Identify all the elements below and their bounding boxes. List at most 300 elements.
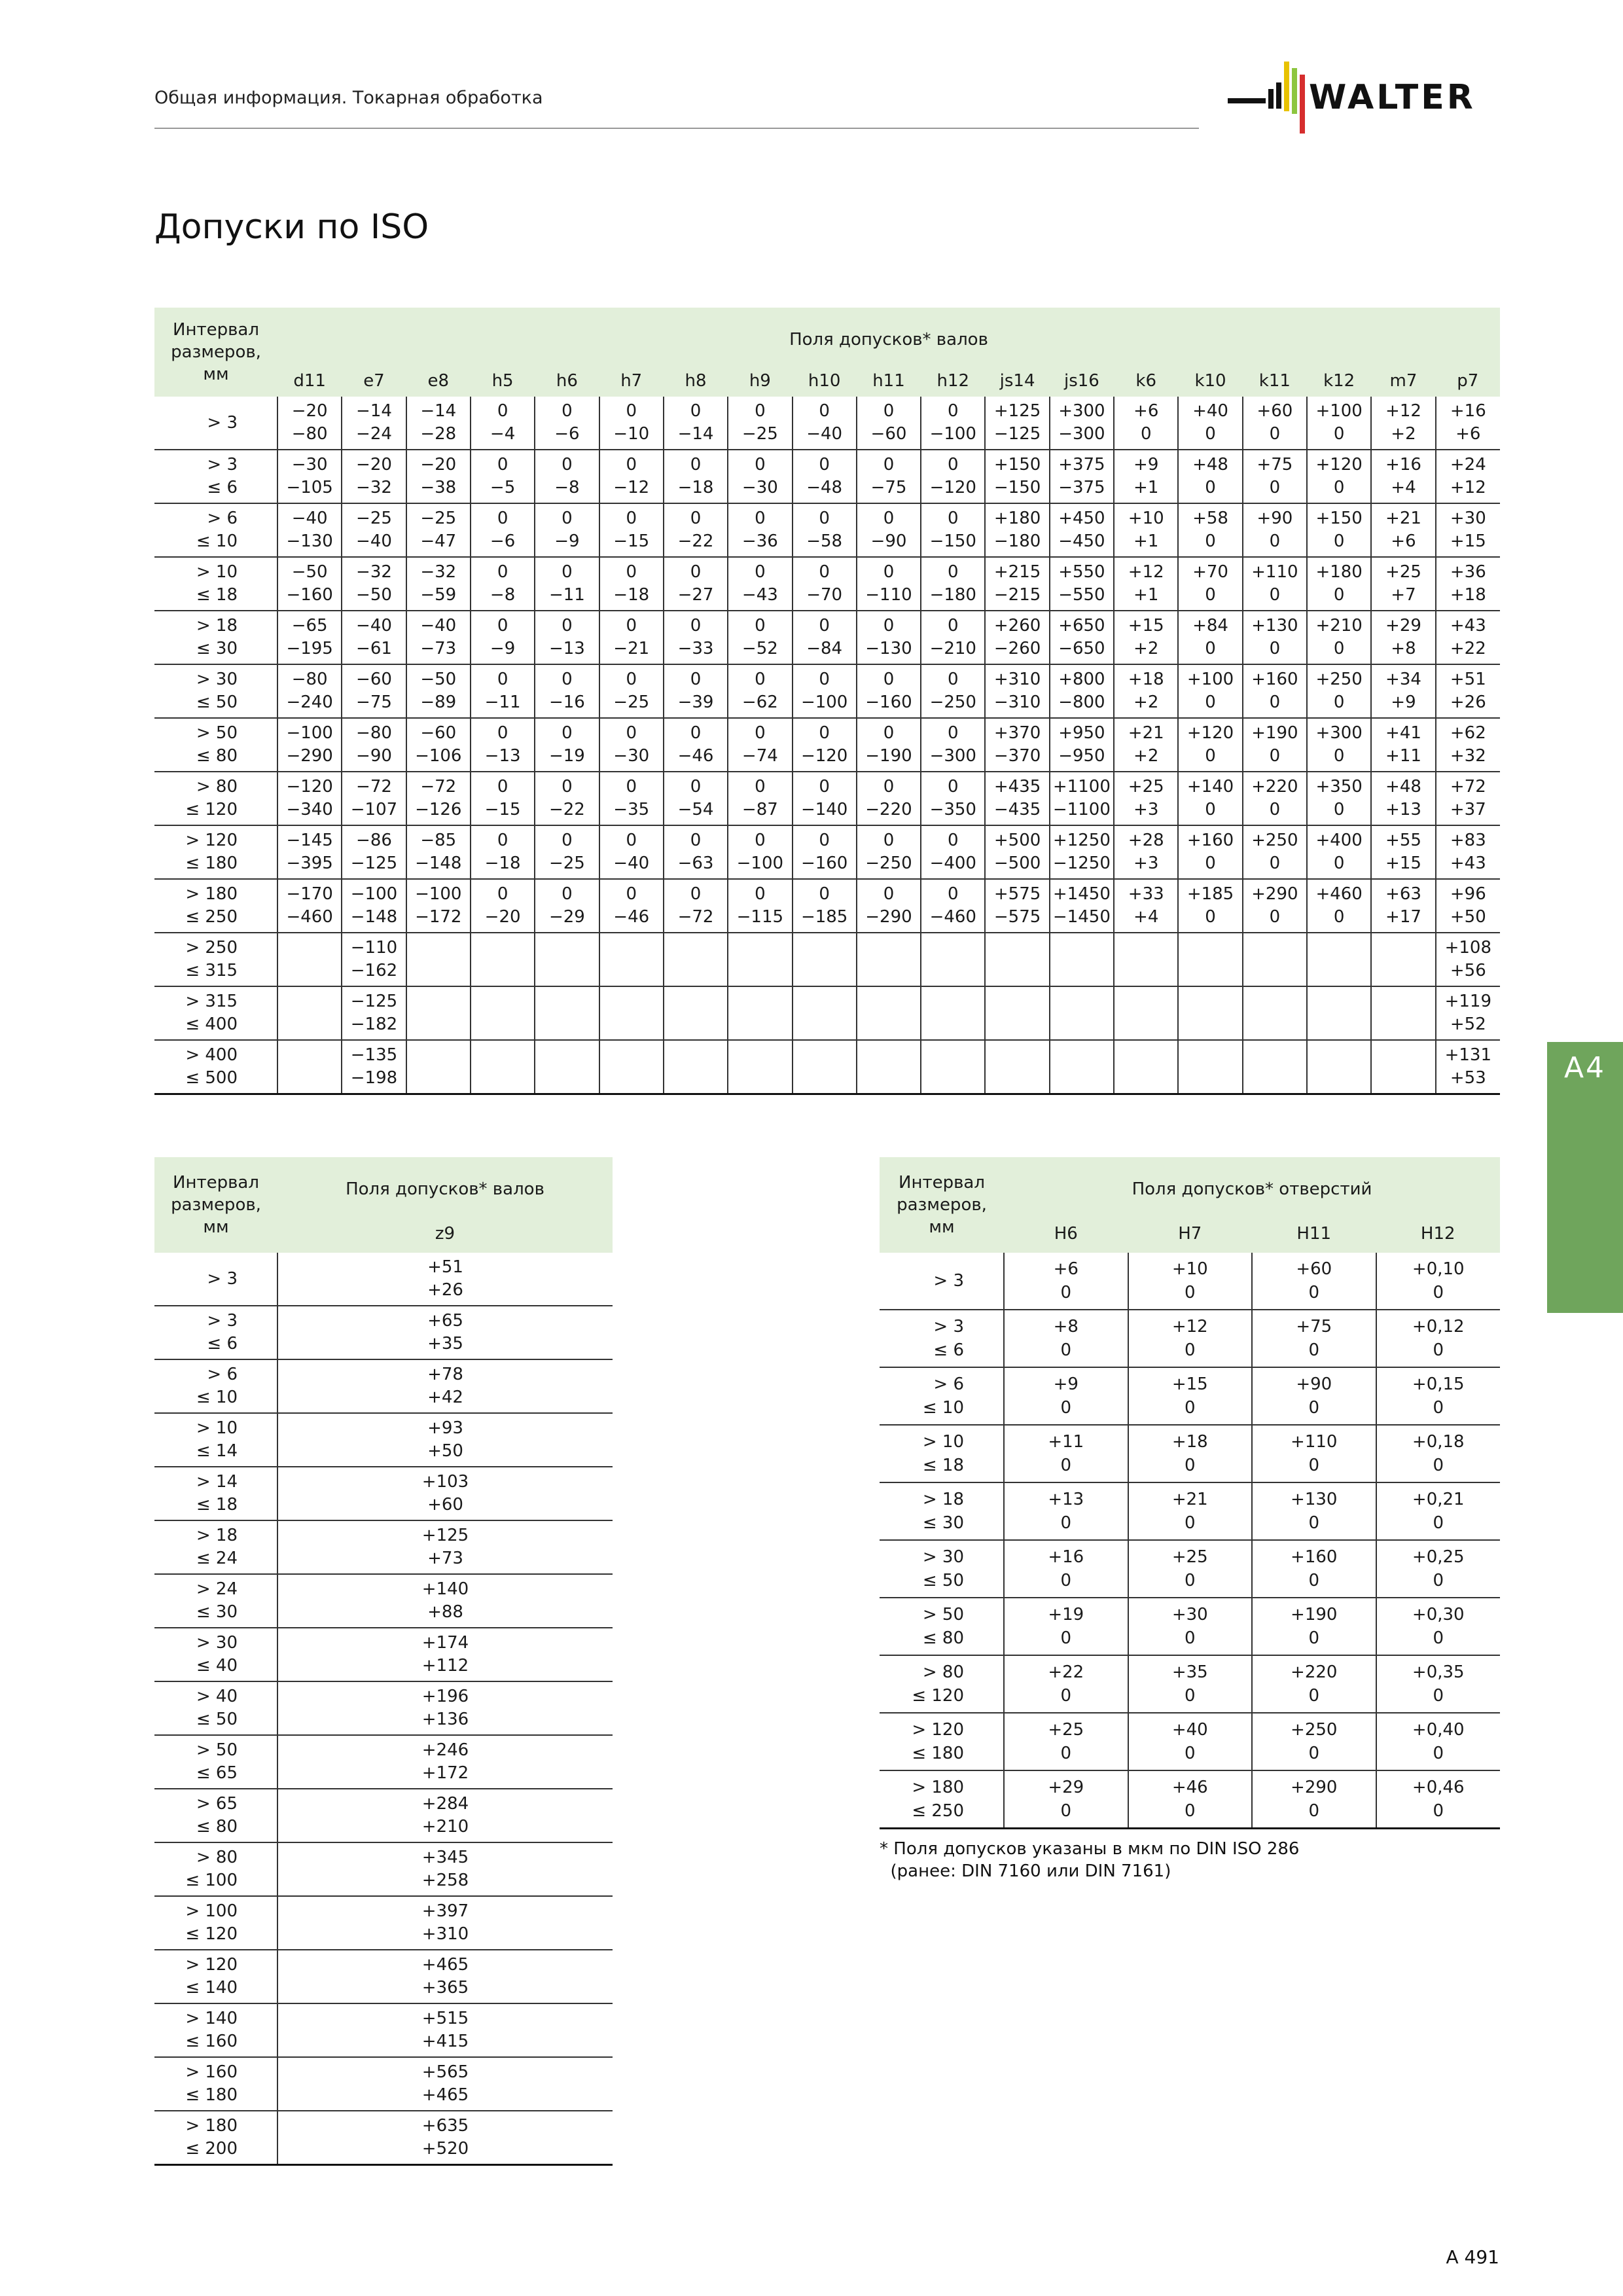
tolerance-cell [1128,1655,1253,1713]
interval-lower: > 50 [196,1740,238,1760]
lower-deviation: −80 [291,424,328,444]
lower-deviation: +60 [427,1495,463,1515]
size-interval [880,1482,1004,1540]
lower-deviation: −20 [484,907,521,927]
upper-deviation: +41 [1385,723,1421,743]
tolerance-cell [1114,772,1178,825]
tolerance-cell [1243,1040,1307,1094]
tolerance-cell [793,450,857,503]
tolerance-cell [1114,825,1178,879]
tolerance-cell [599,503,664,557]
tolerance-cell [277,664,342,718]
tolerance-cell [921,450,985,503]
upper-deviation: +300 [1315,723,1363,743]
interval-upper: ≤ 50 [196,692,238,712]
upper-deviation: 0 [562,455,573,475]
interval-lower: > 80 [196,1848,238,1867]
upper-deviation: +0,35 [1412,1662,1465,1682]
tolerance-cell [1243,503,1307,557]
lower-deviation: +4 [1133,907,1159,927]
lower-deviation: −47 [420,531,457,551]
tolerance-cell [342,1040,406,1094]
lower-deviation: −340 [286,800,333,819]
lower-deviation: +112 [421,1656,469,1676]
tolerance-cell [728,397,792,450]
interval-upper: ≤ 140 [185,1978,238,1998]
lower-deviation: +17 [1385,907,1421,927]
lower-deviation: −59 [420,585,457,605]
lower-deviation: +35 [427,1334,463,1354]
upper-deviation: −110 [350,938,398,958]
upper-deviation: −20 [356,455,392,475]
upper-deviation: +130 [1291,1490,1338,1509]
upper-deviation: +103 [421,1472,469,1492]
tolerance-cell [406,772,471,825]
tolerance-cell [599,825,664,879]
tolerance-cell [342,557,406,611]
interval-upper: ≤ 315 [185,961,238,980]
tolerance-cell [406,1040,471,1094]
tolerance-cell [921,933,985,986]
upper-deviation: 0 [819,670,830,689]
upper-deviation: 0 [819,616,830,636]
lower-deviation: −24 [356,424,392,444]
tolerance-cell [1243,986,1307,1040]
upper-deviation: +108 [1444,938,1492,958]
tolerance-cell [599,1040,664,1094]
tolerance-cell [277,503,342,557]
lower-deviation: 0 [1333,692,1345,712]
upper-deviation: +140 [421,1579,469,1599]
lower-deviation: +18 [1450,585,1486,605]
interval-upper: ≤ 100 [185,1871,238,1890]
upper-deviation: 0 [690,455,702,475]
upper-deviation: +21 [1171,1490,1208,1509]
upper-deviation: 0 [883,670,895,689]
tolerance-cell [1307,718,1371,772]
tolerance-cell [1371,718,1435,772]
tolerance-cell [1252,1367,1376,1425]
tolerance-cell [277,1520,613,1574]
column-header-H11: H11 [1252,1215,1376,1253]
lower-deviation: −38 [420,478,457,497]
tolerance-cell [406,986,471,1040]
upper-deviation: 0 [883,777,895,797]
tolerance-cell [1371,397,1435,450]
upper-deviation: +130 [1251,616,1298,636]
upper-deviation: +63 [1385,884,1421,904]
upper-deviation: −14 [356,401,392,421]
upper-deviation: −65 [291,616,328,636]
tolerance-cell [728,611,792,664]
lower-deviation: +52 [1450,1014,1486,1034]
interval-upper: ≤ 65 [196,1763,238,1783]
interval-upper: ≤ 10 [922,1398,964,1418]
upper-deviation: 0 [626,562,637,582]
lower-deviation: 0 [1308,1513,1320,1533]
lower-deviation: −250 [865,853,912,873]
lower-deviation: −130 [286,531,333,551]
size-interval [154,1359,277,1413]
interval-lower: > 315 [185,992,238,1011]
tolerance-cell [1376,1655,1501,1713]
upper-deviation: 0 [626,884,637,904]
lower-deviation: 0 [1205,692,1216,712]
lower-deviation: +43 [1450,853,1486,873]
tolerance-cell [1114,450,1178,503]
upper-deviation: +120 [1315,455,1363,475]
tolerance-cell [1050,611,1114,664]
lower-deviation: −106 [415,746,462,766]
lower-deviation: 0 [1060,1744,1072,1763]
tolerance-cell [1252,1482,1376,1540]
lower-deviation: +2 [1133,746,1159,766]
upper-deviation: −25 [420,509,457,528]
tolerance-cell [277,933,342,986]
interval-lower: > 30 [922,1547,964,1567]
lower-deviation: −14 [677,424,714,444]
tolerance-cell [664,879,728,933]
size-interval [154,503,277,557]
interval-upper: ≤ 30 [922,1513,964,1533]
tolerance-cell [471,1040,535,1094]
lower-deviation: −19 [548,746,585,766]
tolerance-cell [985,450,1049,503]
interval-header-line: Интервал [173,1173,259,1193]
tolerance-cell [985,557,1049,611]
lower-deviation: −182 [350,1014,398,1034]
tolerance-cell [664,557,728,611]
upper-deviation: +65 [427,1311,463,1331]
tolerance-cell [1307,503,1371,557]
lower-deviation: +4 [1391,478,1416,497]
lower-deviation: −160 [800,853,848,873]
lower-deviation: 0 [1184,1456,1196,1475]
upper-deviation: 0 [948,509,959,528]
tolerance-cell [1376,1713,1501,1770]
tolerance-cell [1004,1540,1128,1598]
lower-deviation: −74 [741,746,778,766]
column-header-h7: h7 [599,365,664,397]
upper-deviation: +84 [1192,616,1228,636]
tolerance-cell [728,503,792,557]
upper-deviation: +515 [421,2009,469,2028]
tolerance-cell [728,718,792,772]
tolerance-cell [728,825,792,879]
lower-deviation: +1 [1133,585,1159,605]
upper-deviation: +12 [1128,562,1164,582]
lower-deviation: 0 [1269,478,1281,497]
tolerance-cell [1114,986,1178,1040]
lower-deviation: −8 [490,585,516,605]
upper-deviation: +635 [421,2116,469,2136]
lower-deviation: −36 [741,531,778,551]
lower-deviation: +50 [427,1441,463,1461]
upper-deviation: 0 [948,831,959,850]
upper-deviation: 0 [690,670,702,689]
upper-deviation: 0 [883,723,895,743]
upper-deviation: 0 [562,562,573,582]
tolerance-cell [1436,557,1500,611]
interval-upper: ≤ 200 [185,2139,238,2159]
lower-deviation: −460 [286,907,333,927]
lower-deviation: −290 [865,907,912,927]
upper-deviation: +125 [421,1526,469,1545]
upper-deviation: 0 [755,670,766,689]
interval-header [154,308,277,397]
upper-deviation: +119 [1444,992,1492,1011]
interval-lower: > 80 [196,777,238,797]
tolerance-cell [535,397,599,450]
tolerance-cell [1436,933,1500,986]
upper-deviation: 0 [755,723,766,743]
upper-deviation: 0 [819,509,830,528]
tolerance-cell [535,664,599,718]
table-row [880,1598,1500,1655]
interval-upper: ≤ 50 [196,1710,238,1729]
interval-lower: > 3 [933,1317,964,1336]
upper-deviation: +174 [421,1633,469,1653]
lower-deviation: +520 [421,2139,469,2159]
tolerance-cell [985,718,1049,772]
interval-upper: ≤ 180 [185,853,238,873]
tolerance-cell [985,397,1049,450]
column-header-js16: js16 [1050,365,1114,397]
lower-deviation: −500 [993,853,1041,873]
upper-deviation: +397 [421,1901,469,1921]
column-header-H6: H6 [1004,1215,1128,1253]
upper-deviation: +93 [427,1418,463,1438]
lower-deviation: −75 [356,692,392,712]
interval-upper: ≤ 10 [196,1388,238,1407]
interval-header-line: мм [203,1217,229,1237]
tolerance-cell [793,933,857,986]
lower-deviation: 0 [1333,478,1345,497]
tolerance-cell [1307,397,1371,450]
upper-deviation: 0 [497,509,508,528]
table-row [880,1367,1500,1425]
logo-lettering: WALTER [1309,78,1476,117]
lower-deviation: −15 [484,800,521,819]
tolerance-cell [1128,1310,1253,1367]
upper-deviation: 0 [755,401,766,421]
upper-deviation: +260 [993,616,1041,636]
tolerance-cell [793,664,857,718]
tolerance-cell [277,557,342,611]
upper-deviation: +10 [1171,1259,1208,1279]
tolerance-cell [793,557,857,611]
size-interval [154,2111,277,2165]
lower-deviation: −32 [356,478,392,497]
lower-deviation: −240 [286,692,333,712]
upper-deviation: +25 [1171,1547,1208,1567]
upper-deviation: +0,46 [1412,1778,1465,1797]
lower-deviation: −160 [286,585,333,605]
lower-deviation: +11 [1385,746,1421,766]
lower-deviation: +172 [421,1763,469,1783]
tolerance-cell [1252,1713,1376,1770]
upper-deviation: +0,25 [1412,1547,1465,1567]
tolerance-cell [535,879,599,933]
interval-upper: ≤ 18 [196,585,238,605]
tolerance-cell [277,772,342,825]
tolerance-cell [1004,1253,1128,1310]
tolerance-cell [277,1896,613,1950]
interval-lower: > 180 [912,1778,964,1797]
lower-deviation: −575 [993,907,1041,927]
upper-deviation: 0 [562,509,573,528]
tolerance-cell [664,664,728,718]
tolerance-cell [342,718,406,772]
upper-deviation: +185 [1186,884,1234,904]
upper-deviation: +35 [1171,1662,1208,1682]
interval-lower: > 180 [185,2116,238,2136]
lower-deviation: 0 [1333,531,1345,551]
interval-lower: > 50 [196,723,238,743]
tolerance-cell [471,557,535,611]
lower-deviation: −450 [1058,531,1105,551]
lower-deviation: −22 [677,531,714,551]
tolerance-cell [277,879,342,933]
column-header-h10: h10 [793,365,857,397]
lower-deviation: 0 [1184,1744,1196,1763]
lower-deviation: −40 [356,531,392,551]
table-row [880,1253,1500,1310]
lower-deviation: −300 [929,746,976,766]
lower-deviation: 0 [1433,1686,1444,1706]
column-header-k10: k10 [1178,365,1242,397]
tolerance-cell [921,718,985,772]
upper-deviation: +450 [1058,509,1105,528]
upper-deviation: −135 [350,1045,398,1065]
tolerance-cell [1050,397,1114,450]
upper-deviation: 0 [690,401,702,421]
upper-deviation: −145 [286,831,333,850]
tolerance-cell [342,664,406,718]
upper-deviation: +40 [1192,401,1228,421]
lower-deviation: 0 [1205,907,1216,927]
upper-deviation: 0 [948,455,959,475]
tolerance-cell [342,825,406,879]
interval-upper: ≤ 14 [196,1441,238,1461]
upper-deviation: +0,21 [1412,1490,1465,1509]
lower-deviation: −395 [286,853,333,873]
lower-deviation: −22 [548,800,585,819]
upper-deviation: 0 [626,670,637,689]
lower-deviation: 0 [1269,424,1281,444]
column-header-js14: js14 [985,365,1049,397]
upper-deviation: +180 [993,509,1041,528]
lower-deviation: 0 [1433,1744,1444,1763]
upper-deviation: +500 [993,831,1041,850]
upper-deviation: −32 [420,562,457,582]
lower-deviation: −43 [741,585,778,605]
upper-deviation: +1100 [1052,777,1111,797]
tolerance-cell [535,825,599,879]
lower-deviation: −84 [806,639,843,658]
tolerance-cell [1243,933,1307,986]
tolerance-cell [985,986,1049,1040]
upper-deviation: +375 [1058,455,1105,475]
upper-deviation: −32 [356,562,392,582]
tolerance-cell [1371,986,1435,1040]
table-row [154,2057,613,2111]
tolerance-cell [277,1628,613,1681]
tolerance-cell [1243,664,1307,718]
tolerance-cell [664,825,728,879]
tolerance-cell [1243,825,1307,879]
tolerance-cell [471,879,535,933]
upper-deviation: +246 [421,1740,469,1760]
section-title: Общая информация. Токарная обработка [154,88,543,108]
tolerance-cell [1376,1770,1501,1829]
lower-deviation: −6 [490,531,516,551]
tolerance-cell [471,611,535,664]
tolerance-cell [1128,1253,1253,1310]
tolerance-cell [599,397,664,450]
upper-deviation: +21 [1128,723,1164,743]
lower-deviation: −115 [736,907,784,927]
size-interval [154,450,277,503]
upper-deviation: −14 [420,401,457,421]
tolerance-cell [1307,879,1371,933]
lower-deviation: 0 [1308,1571,1320,1590]
tolerance-cell [406,611,471,664]
lower-deviation: 0 [1269,692,1281,712]
lower-deviation: −72 [677,907,714,927]
lower-deviation: −110 [865,585,912,605]
tolerance-cell [1178,933,1242,986]
tolerance-cell [921,611,985,664]
tolerance-cell [857,557,921,611]
interval-lower: > 10 [196,562,238,582]
tolerance-cell [1371,1040,1435,1094]
table-row [880,1770,1500,1829]
lower-deviation: −9 [490,639,516,658]
lower-deviation: −48 [806,478,843,497]
upper-deviation: +34 [1385,670,1421,689]
interval-upper: ≤ 400 [185,1014,238,1034]
hole-tolerance-table [880,1157,1500,1829]
tolerance-cell [1307,557,1371,611]
upper-deviation: 0 [883,831,895,850]
tolerance-cell [471,933,535,986]
lower-deviation: −6 [554,424,580,444]
tolerance-cell [1114,879,1178,933]
lower-deviation: −30 [613,746,650,766]
tolerance-cell [857,397,921,450]
lower-deviation: −87 [741,800,778,819]
lower-deviation: −18 [484,853,521,873]
tolerance-cell [1128,1598,1253,1655]
tolerance-cell [1436,879,1500,933]
interval-header-line: размеров, [171,342,261,362]
size-interval [154,1306,277,1359]
tolerance-cell [1178,986,1242,1040]
table-row [154,2003,613,2057]
tolerance-cell [1178,664,1242,718]
tolerance-cell [277,1467,613,1520]
lower-deviation: 0 [1184,1283,1196,1302]
upper-deviation: 0 [562,670,573,689]
lower-deviation: +3 [1133,853,1159,873]
tolerance-cell [406,557,471,611]
lower-deviation: −75 [870,478,907,497]
upper-deviation: +43 [1450,616,1486,636]
upper-deviation: +13 [1048,1490,1084,1509]
tolerance-cell [1050,718,1114,772]
lower-deviation: +3 [1133,800,1159,819]
